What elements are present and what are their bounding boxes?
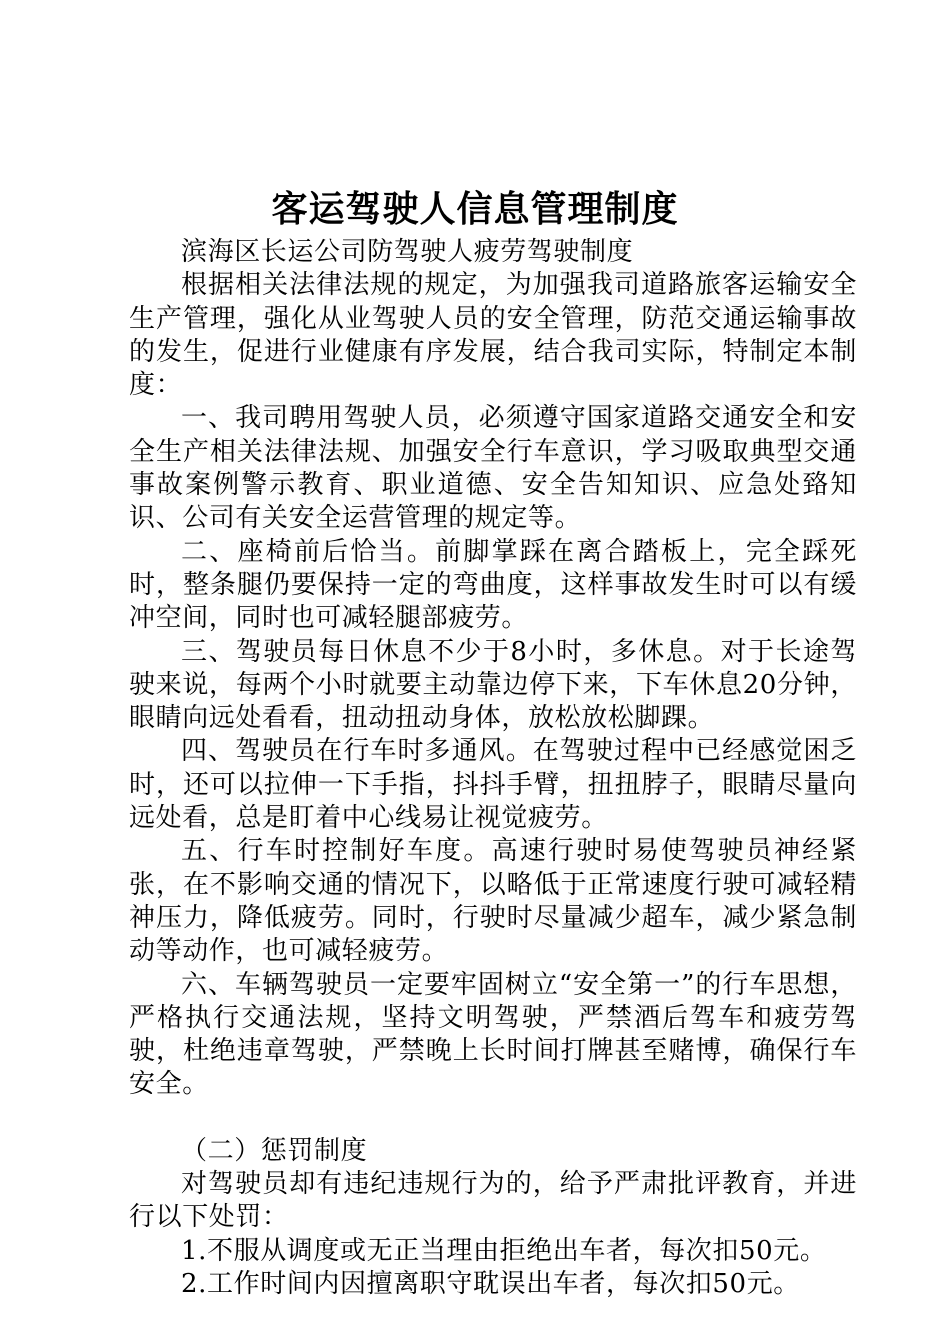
paragraph-company-policy: 滨海区长运公司防驾驶人疲劳驾驶制度 (181, 237, 634, 267)
paragraph-rule-6: 六、车辆驾驶员一定要牢固树立“安全第一”的行车思想，严格执行交通法规，坚持文明驾驶，严禁酒后驾车和疲劳驾驶，杜绝违章驾驶，严禁晚上长时间打牌甚至赌博，确保行车安全。 (129, 969, 857, 1100)
paragraph-rule-4: 四、驾驶员在行车时多通风。在驾驶过程中已经感觉困乏时，还可以拉伸一下手指，抖抖手臂，扭扭脖子，眼睛尽量向远处看，总是盯着中心线易让视觉疲劳。 (129, 736, 857, 834)
paragraph-rule-1: 一、我司聘用驾驶人员，必须遵守国家道路交通安全和安全生产相关法律法规、加强安全行车意识，学习吸取典型交通事故案例警示教育、职业道德、安全告知知识、应急处臵知识、公司有关安全运营管理的规定等。 (129, 403, 857, 534)
paragraph-preamble: 根据相关法律法规的规定，为加强我司道路旅客运输安全生产管理，强化从业驾驶人员的安全管理，防范交通运输事故的发生，促进行业健康有序发展，结合我司实际，特制定本制度： (129, 270, 857, 401)
paragraph-rule-5: 五、行车时控制好车度。高速行驶时易使驾驶员神经紧张，在不影响交通的情况下，以略低于正常速度行驶可减轻精神压力，降低疲劳。同时，行驶时尽量减少超车，减少紧急制动等动作，也可减轻疲劳。 (129, 836, 857, 967)
paragraph-rule-3: 三、驾驶员每日休息不少于8小时，多休息。对于长途驾驶来说，每两个小时就要主动靠边停下来，下车休息20分钟，眼睛向远处看看，扭动扭动身体，放松放松脚踝。 (129, 636, 857, 734)
penalty-item-1: 1.不服从调度或无正当理由拒绝出车者，每次扣50元。 (181, 1235, 827, 1266)
paragraph-spacer (129, 1102, 857, 1135)
penalty-item-2: 2.工作时间内因擅离职守耽误出车者，每次扣50元。 (181, 1268, 800, 1299)
document-body (129, 236, 857, 1301)
document-title: 客运驾驶人信息管理制度 (271, 188, 679, 230)
paragraph-rule-2: 二、座椅前后恰当。前脚掌踩在离合踏板上，完全踩死时，整条腿仍要保持一定的弯曲度，这样事故发生时可以有缓冲空间，同时也可减轻腿部疲劳。 (129, 536, 857, 634)
paragraph-penalty-intro: 对驾驶员却有违纪违规行为的，给予严肃批评教育，并进行以下处罚： (129, 1169, 857, 1233)
section-heading-penalties: （二）惩罚制度 (181, 1135, 368, 1166)
